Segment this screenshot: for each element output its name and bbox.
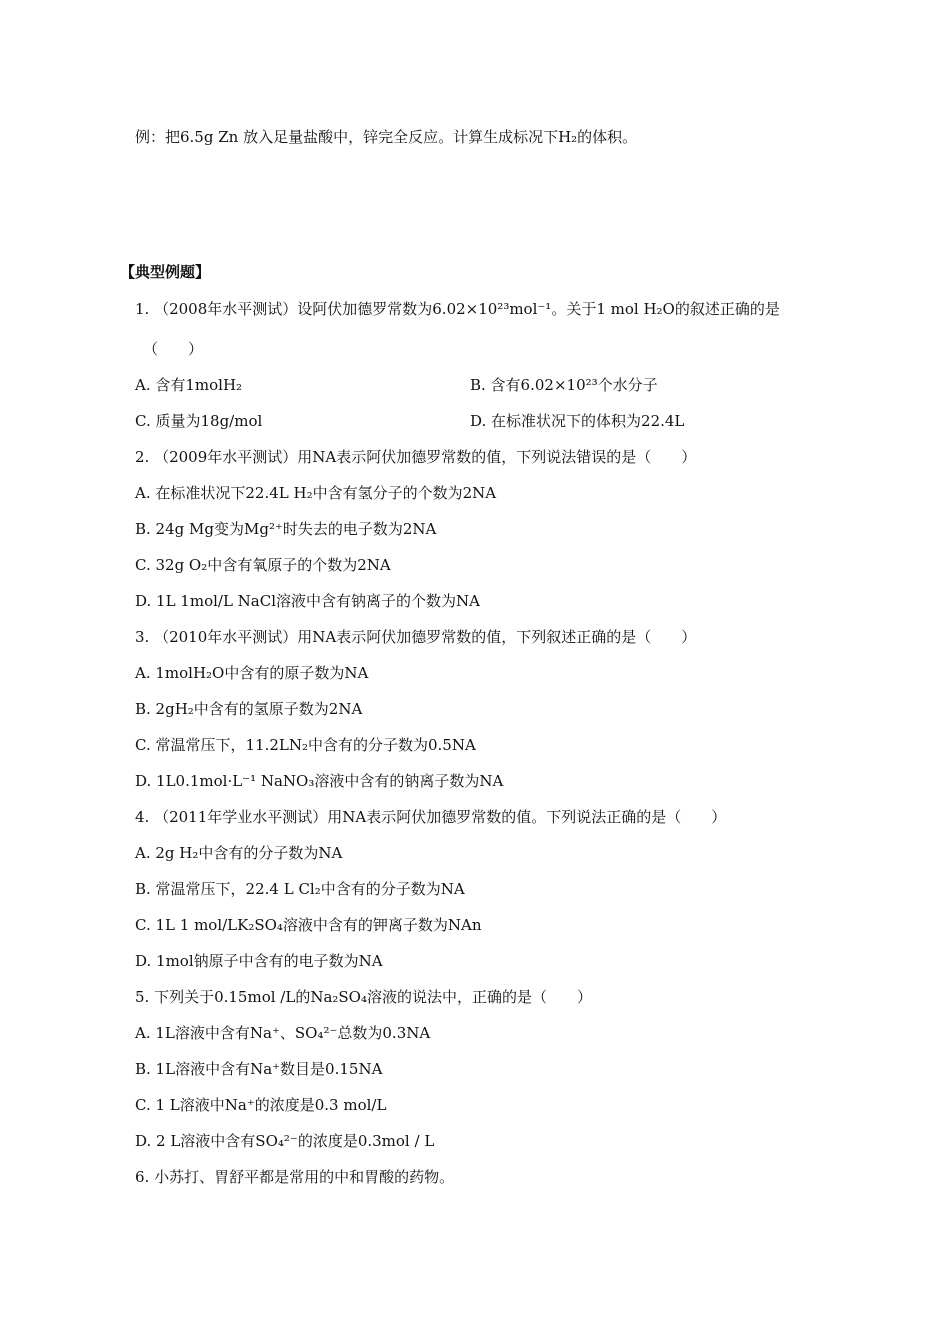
q1-option-b: B. 含有6.02×10²³个水分子 bbox=[470, 376, 658, 394]
q1-stem: 1. （2008年水平测试）设阿伏加德罗常数为6.02×10²³mol⁻¹。关于1 mol H₂O的叙述正确的是 bbox=[135, 300, 780, 318]
q4-option-c: C. 1L 1 mol/LK₂SO₄溶液中含有的钾离子数为NAn bbox=[135, 916, 482, 934]
section-title: 【典型例题】 bbox=[120, 263, 211, 281]
q1-option-c: C. 质量为18g/mol bbox=[135, 412, 263, 430]
q2-option-d: D. 1L 1mol/L NaCl溶液中含有钠离子的个数为NA bbox=[135, 592, 480, 610]
q5-option-b: B. 1L溶液中含有Na⁺数目是0.15NA bbox=[135, 1060, 383, 1078]
example-text: 例：把6.5g Zn 放入足量盐酸中，锌完全反应。计算生成标况下H₂的体积。 bbox=[135, 128, 638, 146]
q5-option-a: A. 1L溶液中含有Na⁺、SO₄²⁻总数为0.3NA bbox=[135, 1024, 431, 1042]
q3-option-a: A. 1molH₂O中含有的原子数为NA bbox=[135, 664, 369, 682]
q3-stem: 3. （2010年水平测试）用NA表示阿伏加德罗常数的值，下列叙述正确的是（ ） bbox=[135, 628, 697, 646]
q1-option-d: D. 在标准状况下的体积为22.4L bbox=[470, 412, 685, 430]
q2-stem: 2. （2009年水平测试）用NA表示阿伏加德罗常数的值，下列说法错误的是（ ） bbox=[135, 448, 697, 466]
q5-option-c: C. 1 L溶液中Na⁺的浓度是0.3 mol/L bbox=[135, 1096, 387, 1114]
q2-option-b: B. 24g Mg变为Mg²⁺时失去的电子数为2NA bbox=[135, 520, 437, 538]
q1-option-a: A. 含有1molH₂ bbox=[135, 376, 243, 394]
q3-option-c: C. 常温常压下，11.2LN₂中含有的分子数为0.5NA bbox=[135, 736, 476, 754]
q3-option-b: B. 2gH₂中含有的氢原子数为2NA bbox=[135, 700, 363, 718]
q4-option-a: A. 2g H₂中含有的分子数为NA bbox=[135, 844, 343, 862]
q3-option-d: D. 1L0.1mol·L⁻¹ NaNO₃溶液中含有的钠离子数为NA bbox=[135, 772, 504, 790]
q1-paren: （ ） bbox=[143, 340, 204, 358]
q5-stem: 5. 下列关于0.15mol /L的Na₂SO₄溶液的说法中，正确的是（ ） bbox=[135, 988, 592, 1006]
q5-option-d: D. 2 L溶液中含有SO₄²⁻的浓度是0.3mol / L bbox=[135, 1132, 435, 1150]
q4-option-b: B. 常温常压下，22.4 L Cl₂中含有的分子数为NA bbox=[135, 880, 465, 898]
q4-stem: 4. （2011年学业水平测试）用NA表示阿伏加德罗常数的值。下列说法正确的是（ ） bbox=[135, 808, 727, 826]
q6-stem: 6. 小苏打、胃舒平都是常用的中和胃酸的药物。 bbox=[135, 1168, 455, 1186]
q2-option-c: C. 32g O₂中含有氧原子的个数为2NA bbox=[135, 556, 391, 574]
q4-option-d: D. 1mol钠原子中含有的电子数为NA bbox=[135, 952, 383, 970]
q2-option-a: A. 在标准状况下22.4L H₂中含有氢分子的个数为2NA bbox=[135, 484, 497, 502]
